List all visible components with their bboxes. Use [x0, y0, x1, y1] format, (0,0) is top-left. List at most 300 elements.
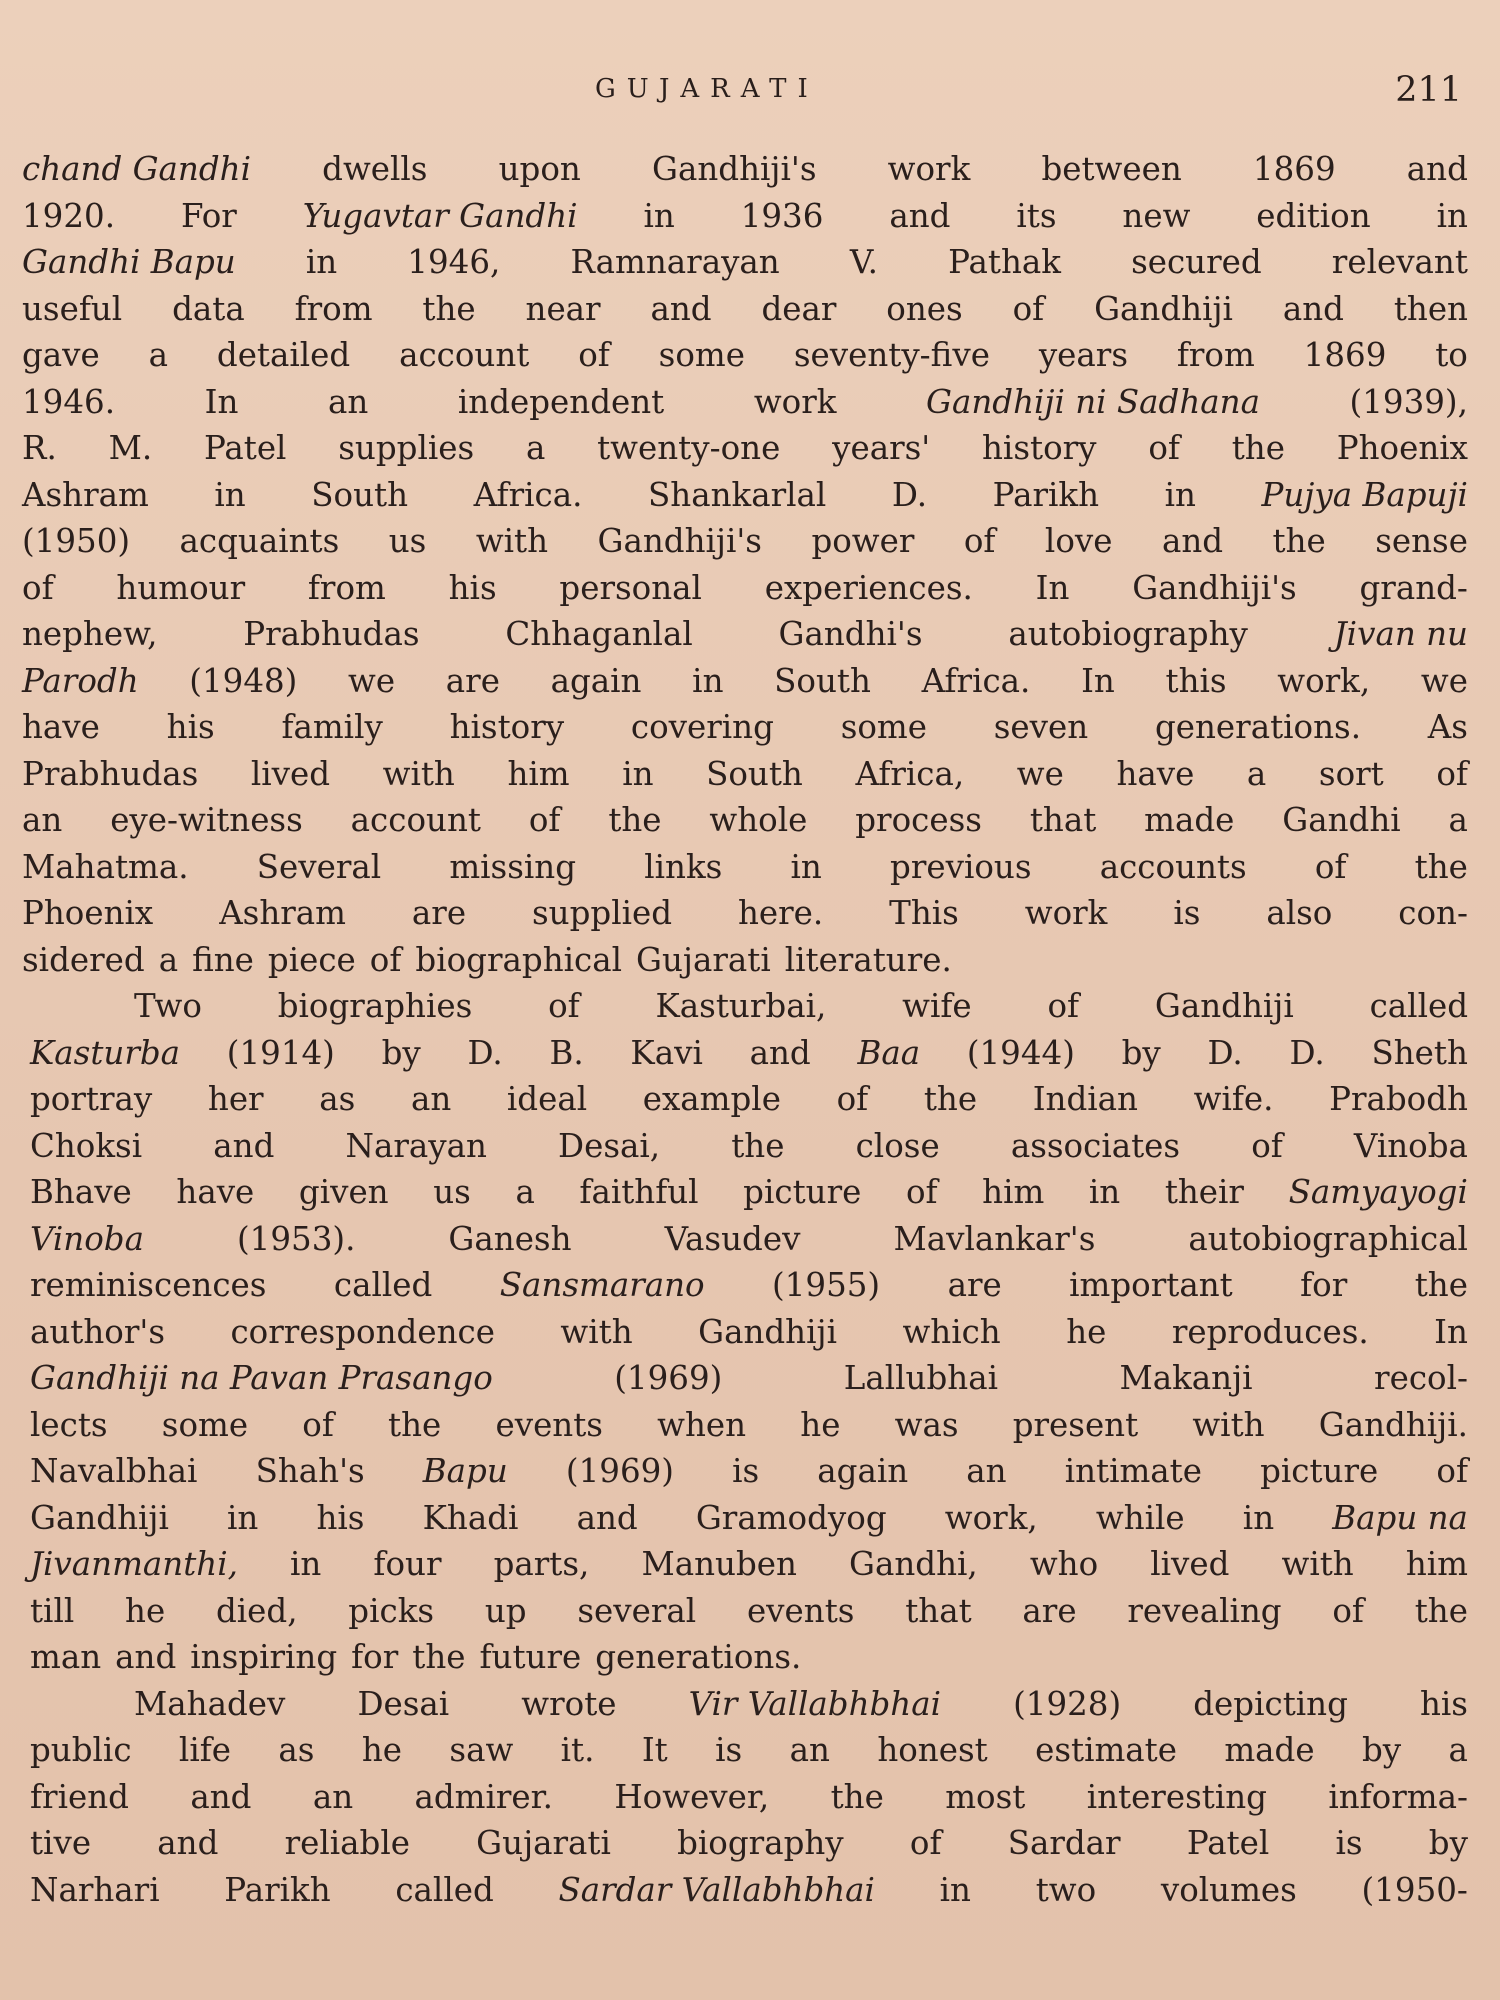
word: public	[30, 1731, 132, 1769]
word: Gandhiji	[1154, 987, 1294, 1025]
word: he	[1066, 1312, 1107, 1351]
page-number: 211	[1395, 70, 1462, 110]
word: Parikh	[992, 475, 1100, 514]
text-line	[22, 193, 1468, 240]
word: events	[746, 1591, 855, 1630]
word: biographies	[277, 987, 473, 1025]
word: called	[395, 1870, 494, 1909]
word: nephew,	[22, 615, 158, 653]
word: is	[1335, 1824, 1363, 1862]
word: inspiring	[190, 1638, 338, 1676]
word: Bhave	[30, 1173, 132, 1211]
word: we	[1016, 754, 1064, 793]
word: and	[115, 1638, 177, 1676]
word: have	[176, 1173, 255, 1211]
italic-title-text: Bapu na	[1332, 1498, 1468, 1537]
word: South	[311, 475, 409, 514]
word: South	[706, 754, 803, 793]
word: Mahatma.	[22, 847, 189, 886]
word: account	[350, 801, 481, 839]
word: up	[484, 1591, 527, 1630]
word: 1920.	[22, 196, 116, 235]
word: an	[312, 1777, 354, 1816]
word: the	[422, 289, 476, 328]
text-line	[22, 1774, 1468, 1821]
word: of	[369, 940, 402, 979]
word: then	[1393, 289, 1468, 328]
word: an	[410, 1080, 452, 1118]
word: account	[399, 336, 530, 374]
word: supplies	[338, 429, 475, 467]
word: faithful	[579, 1173, 699, 1211]
word: years'	[832, 429, 931, 467]
word: again	[817, 1452, 909, 1490]
word: in	[622, 754, 654, 793]
word: Khadi	[422, 1498, 519, 1537]
word: given	[298, 1173, 389, 1211]
word: useful	[22, 289, 123, 328]
word: friend	[30, 1777, 129, 1816]
word: R.	[22, 429, 57, 467]
text-line	[22, 1309, 1468, 1356]
word: example	[642, 1080, 781, 1118]
word: supplied	[532, 894, 673, 932]
word: here.	[737, 894, 824, 932]
word: history	[449, 708, 565, 746]
text-line	[22, 1727, 1468, 1774]
word: that	[905, 1591, 972, 1630]
text-line	[22, 1820, 1468, 1867]
word: (1914)	[226, 1033, 335, 1072]
word: it.	[560, 1731, 595, 1769]
word: process	[855, 801, 982, 839]
word: that	[1029, 801, 1097, 839]
word: the	[923, 1080, 978, 1118]
word: (1969)	[614, 1359, 723, 1397]
word: reliable	[284, 1824, 410, 1862]
word: was	[894, 1405, 959, 1444]
word: some	[840, 708, 927, 746]
text-line	[22, 1588, 1468, 1635]
word: whole	[709, 801, 808, 839]
text-line	[22, 1402, 1468, 1449]
word: D.	[891, 475, 928, 514]
word: Gandhiji's	[597, 522, 762, 560]
word: literature.	[784, 940, 952, 979]
word: is	[715, 1731, 743, 1769]
word: sense	[1375, 522, 1468, 560]
word: in	[1088, 1173, 1121, 1211]
word: in	[692, 661, 724, 700]
word: as	[319, 1080, 356, 1118]
word: we	[1420, 661, 1468, 700]
word: are	[1022, 1591, 1077, 1630]
word: eye-witness	[110, 801, 303, 839]
word: died,	[215, 1591, 298, 1630]
word: revealing	[1127, 1591, 1282, 1630]
word: lived	[1150, 1545, 1230, 1583]
word: his	[316, 1498, 365, 1537]
word: us	[433, 1173, 471, 1211]
word: to	[1435, 336, 1468, 374]
word: edition	[1256, 196, 1371, 235]
word: in	[1164, 475, 1196, 514]
word: estimate	[1035, 1731, 1177, 1769]
word: sidered	[22, 940, 145, 979]
word: links	[644, 847, 723, 886]
word: of	[302, 1405, 334, 1444]
word: important	[1069, 1266, 1233, 1304]
word: which	[902, 1312, 1001, 1351]
word: his	[1419, 1684, 1468, 1723]
word: reminiscences	[30, 1266, 267, 1304]
word: of	[1148, 429, 1180, 467]
word: between	[1041, 150, 1182, 188]
word: (1950)	[22, 522, 131, 560]
word: Sardar	[1007, 1824, 1121, 1862]
text-line	[22, 844, 1468, 891]
word: tive	[30, 1824, 92, 1862]
word: he	[361, 1731, 402, 1769]
word: picture	[743, 1173, 862, 1211]
word: and	[889, 196, 951, 235]
word: their	[1164, 1173, 1244, 1211]
word: Prabhudas	[243, 615, 420, 653]
italic-title-text: Vinoba	[30, 1219, 144, 1258]
word: several	[577, 1591, 697, 1630]
word: a	[148, 336, 169, 374]
word: in	[214, 475, 246, 514]
text-line	[22, 1634, 1468, 1681]
word: work	[1024, 894, 1108, 932]
word: Vinoba	[1353, 1126, 1468, 1165]
word: in	[227, 1498, 259, 1537]
word: his	[448, 568, 497, 607]
word: made	[1144, 801, 1235, 839]
word: informa-	[1328, 1777, 1468, 1816]
word: intimate	[1064, 1452, 1202, 1490]
word: Desai	[357, 1684, 450, 1723]
word: for	[351, 1638, 399, 1676]
word: some	[658, 336, 745, 374]
word: B.	[549, 1033, 584, 1072]
text-line	[22, 1169, 1468, 1216]
text-line	[22, 332, 1468, 379]
word: Indian	[1032, 1080, 1138, 1118]
italic-title-text: Yugavtar Gandhi	[302, 196, 578, 235]
word: its	[1016, 196, 1057, 235]
word: (1944)	[966, 1033, 1075, 1072]
word: In	[1434, 1312, 1468, 1351]
word: with	[475, 522, 549, 560]
word: the	[830, 1777, 884, 1816]
word: dwells	[322, 150, 428, 188]
word: have	[1116, 754, 1195, 793]
word: personal	[559, 568, 702, 607]
word: of	[963, 522, 996, 560]
word: 1936	[740, 196, 824, 235]
word: most	[945, 1777, 1026, 1816]
word: detailed	[216, 336, 351, 374]
word: twenty-one	[597, 429, 781, 467]
word: in	[790, 847, 822, 886]
word: lived	[250, 754, 331, 793]
word: the	[608, 801, 662, 839]
word: work	[887, 150, 971, 188]
word: independent	[457, 382, 665, 421]
word: It	[641, 1731, 668, 1769]
word: Gandhiji's	[652, 150, 817, 188]
italic-title-text: Vir Vallabhbhai	[688, 1684, 942, 1723]
word: Gandhiji	[1094, 289, 1233, 328]
text-line	[22, 890, 1468, 937]
italic-title-text: Kasturba	[30, 1033, 181, 1072]
word: Phoenix	[22, 894, 154, 932]
word: Two	[134, 987, 202, 1025]
word: life	[178, 1731, 231, 1769]
word: Mavlankar's	[893, 1219, 1096, 1258]
word: of	[528, 801, 561, 839]
word: years	[1038, 336, 1128, 374]
word: by	[1428, 1824, 1468, 1862]
word: Narhari	[30, 1870, 160, 1909]
word: a	[1448, 1731, 1468, 1769]
word: However,	[614, 1777, 770, 1816]
word: Phoenix	[1336, 429, 1468, 467]
word: reproduces.	[1171, 1312, 1369, 1351]
word: with	[1281, 1545, 1354, 1583]
word: he	[125, 1591, 166, 1630]
body-text	[22, 146, 1468, 1913]
word: and	[1282, 289, 1344, 328]
text-line	[22, 1867, 1468, 1914]
word: D.	[467, 1033, 503, 1072]
word: a	[525, 429, 546, 467]
word: fine	[192, 940, 254, 979]
italic-title-text: Parodh	[22, 661, 139, 700]
text-line	[22, 797, 1468, 844]
text-line	[22, 518, 1468, 565]
word: 1946.	[22, 382, 116, 421]
word: Africa.	[473, 475, 583, 514]
word: near	[525, 289, 601, 328]
word: work	[753, 382, 837, 421]
word: missing	[449, 847, 577, 886]
word: secured	[1131, 243, 1262, 281]
italic-title-text: Jivanmanthi,	[30, 1545, 238, 1583]
text-line	[22, 611, 1468, 658]
word: future	[479, 1638, 582, 1676]
word: (1953).	[237, 1219, 356, 1258]
word: autobiography	[1008, 615, 1248, 653]
word: biography	[677, 1824, 844, 1862]
word: by	[1361, 1731, 1402, 1769]
word: a	[1246, 754, 1267, 793]
word: (1969)	[565, 1452, 674, 1490]
word: of	[836, 1080, 869, 1118]
text-line	[22, 751, 1468, 798]
word: autobiographical	[1188, 1219, 1468, 1258]
word: of	[548, 987, 580, 1025]
word: of	[1012, 289, 1045, 328]
word: an	[789, 1731, 830, 1769]
word: for	[1300, 1266, 1348, 1304]
word: a	[158, 940, 179, 979]
word: 1869	[1252, 150, 1336, 188]
word: we	[348, 661, 396, 700]
word: Gandhiji.	[1318, 1405, 1468, 1444]
word: experiences.	[764, 568, 973, 607]
word: Gandhiji's	[1132, 568, 1297, 607]
word: the	[1272, 522, 1326, 560]
word: grand-	[1359, 568, 1468, 607]
word: by	[1121, 1033, 1161, 1072]
word: is	[732, 1452, 760, 1490]
word: his	[166, 708, 215, 746]
word: are	[411, 894, 467, 932]
word: picks	[348, 1591, 435, 1630]
text-line	[22, 1030, 1468, 1077]
text-line	[22, 379, 1468, 426]
word: and	[213, 1126, 275, 1165]
word: M.	[108, 429, 153, 467]
word: Ramnarayan	[570, 243, 780, 281]
word: recol-	[1374, 1359, 1468, 1397]
word: Gramodyog	[695, 1498, 887, 1537]
word: have	[22, 708, 100, 746]
word: seventy-five	[793, 336, 990, 374]
word: some	[161, 1405, 249, 1444]
text-line	[22, 1076, 1468, 1123]
word: of	[1251, 1126, 1283, 1165]
word: and	[157, 1824, 219, 1862]
word: Choksi	[30, 1126, 143, 1165]
word: Kavi	[630, 1033, 703, 1072]
text-line	[22, 1262, 1468, 1309]
word: wife	[902, 987, 972, 1025]
word: in	[290, 1545, 322, 1583]
word: Lallubhai	[843, 1359, 998, 1397]
word: four	[373, 1545, 442, 1583]
word: Shah's	[255, 1452, 365, 1490]
word: In	[1035, 568, 1070, 607]
word: of	[909, 1824, 942, 1862]
italic-title-text: Gandhi Bapu	[22, 243, 236, 281]
word: sort	[1318, 754, 1384, 793]
word: and	[190, 1777, 252, 1816]
word: Africa.	[921, 661, 1031, 700]
word: while	[1095, 1498, 1185, 1537]
word: called	[1369, 987, 1468, 1025]
word: author's	[30, 1312, 166, 1351]
word: and	[749, 1033, 811, 1072]
word: humour	[116, 568, 246, 607]
word: wife.	[1193, 1080, 1274, 1118]
word: honest	[877, 1731, 988, 1769]
word: a	[1448, 801, 1468, 839]
word: biographical	[415, 940, 622, 979]
word: an	[966, 1452, 1007, 1490]
word: South	[774, 661, 871, 700]
word: the	[1231, 429, 1285, 467]
word: ideal	[506, 1080, 588, 1118]
word: wrote	[521, 1684, 617, 1723]
word: Mahadev	[134, 1684, 286, 1723]
word: work,	[944, 1498, 1038, 1537]
text-line	[22, 1541, 1468, 1588]
word: In	[1081, 661, 1115, 700]
italic-title-text: Sansmarano	[499, 1266, 705, 1304]
word: history	[982, 429, 1097, 467]
word: in	[305, 243, 338, 281]
text-line	[22, 983, 1468, 1030]
word: Manuben	[641, 1545, 797, 1583]
text-line	[22, 239, 1468, 286]
word: of	[22, 568, 54, 607]
word: in	[643, 196, 675, 235]
word: an	[327, 382, 369, 421]
word: acquaints	[179, 522, 340, 560]
word: (1948)	[189, 661, 298, 700]
word: 1869	[1303, 336, 1387, 374]
text-line	[22, 1448, 1468, 1495]
word: Prabhudas	[22, 754, 199, 793]
word: seven	[993, 708, 1089, 746]
word: and	[650, 289, 712, 328]
word: portray	[30, 1080, 153, 1118]
word: who	[1029, 1545, 1099, 1583]
word: relevant	[1331, 243, 1468, 281]
word: parts,	[493, 1545, 590, 1583]
word: Gandhi,	[849, 1545, 978, 1583]
word: a	[515, 1173, 535, 1211]
word: (1950-	[1361, 1870, 1468, 1909]
word: the	[1414, 847, 1468, 886]
word: Africa,	[855, 754, 965, 793]
word: from	[1176, 336, 1255, 374]
word: of	[1332, 1591, 1364, 1630]
word: is	[1173, 894, 1201, 932]
word: Ganesh	[448, 1219, 572, 1258]
word: as	[278, 1731, 315, 1769]
word: Gandhi	[1282, 801, 1401, 839]
word: (1939),	[1349, 382, 1468, 421]
italic-title-text: Gandhiji na Pavan Prasango	[30, 1359, 493, 1397]
word: data	[172, 289, 245, 328]
word: with	[560, 1312, 633, 1351]
word: For	[180, 196, 237, 235]
word: of	[578, 336, 610, 374]
text-line	[22, 1216, 1468, 1263]
word: with	[1192, 1405, 1265, 1444]
word: are	[947, 1266, 1002, 1304]
word: (1928)	[1013, 1684, 1122, 1723]
word: the	[412, 1638, 466, 1676]
word: Gujarati	[636, 940, 771, 979]
word: covering	[630, 708, 774, 746]
word: are	[445, 661, 500, 700]
word: admirer.	[414, 1777, 553, 1816]
word: saw	[449, 1731, 514, 1769]
italic-title-text: Bapu	[422, 1452, 508, 1490]
word: of	[1047, 987, 1080, 1025]
word: D.	[1289, 1033, 1325, 1072]
italic-title-text: Gandhiji ni Sadhana	[926, 382, 1260, 421]
italic-title-text: Samyayogi	[1288, 1173, 1468, 1211]
text-line	[22, 565, 1468, 612]
word: in	[1436, 196, 1468, 235]
word: from	[294, 289, 373, 328]
